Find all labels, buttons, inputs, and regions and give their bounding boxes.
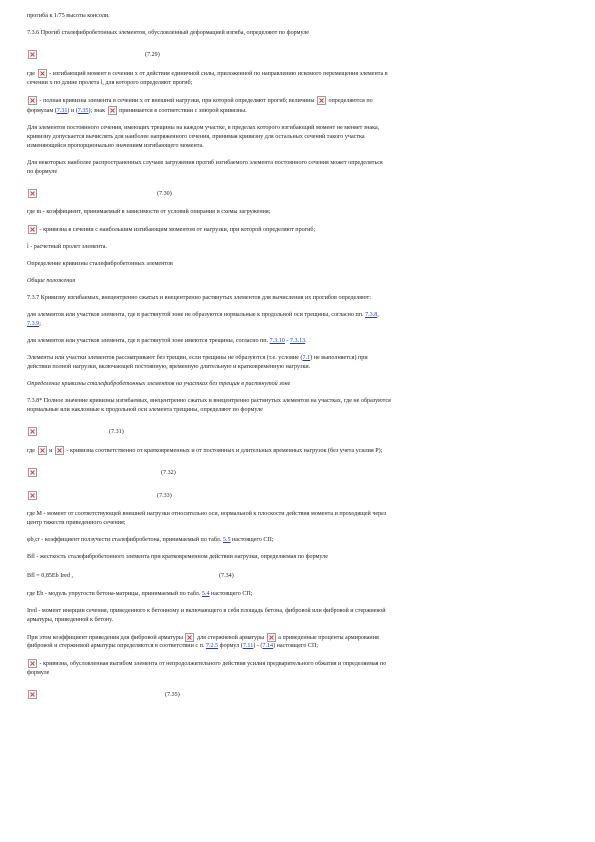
subsection-heading: Определение кривизны сталефибробетонных элементов на участках без трещин в растянутой зоне [27,380,291,387]
broken-image-icon [108,106,117,115]
definition-paragraph: - полная кривизна элемента в сечении x от внешней нагрузки, при которой определяют прогиб; величины определяются по формулам (7.31) и (7.35); знак принимается в соответствии с эпюрой кривизны. [27,97,373,114]
broken-image-icon [28,96,37,105]
document-page [27,12,572,701]
definition-paragraph: где Eb - модуль упругости бетона-матрицы, принимаемый по табл. 5.4 настоящего СП; [27,590,253,597]
formula-link-7-1[interactable]: 7.1 [302,354,311,361]
section-heading: Определение кривизны сталефибробетонных элементов [27,260,173,267]
paragraph: При этом коэффициент приведения для фибровой арматуры для стержневой арматуры а приведенные проценты армирования фибровой и стержневой арматуры определяются в соответствии с п. 7.2.5 формул (7.11) - (7.14) настоящего СП; [27,634,379,650]
equation-number: (7.29) [145,52,160,58]
broken-image-icon [28,690,37,699]
formula-7-32 [27,467,572,479]
formula-link-7-14[interactable]: 7.14 [262,643,274,650]
clause-link-7-3-8[interactable]: 7.3.8 [365,311,378,318]
definition-paragraph: - кривизна в сечении с наибольшим изгибающим моментом от нагрузки, при которой определяют прогиб; [27,225,572,235]
definition-paragraph: где - изгибающий момент в сечении x от действия единичной силы, приложенной по направлению искомого перемещения элемента в сечении x по длине пролета l, для которого определяют прогиб; [27,70,388,86]
formula-link-7-31[interactable]: 7.31 [56,107,68,114]
definition-paragraph: где и - кривизна соответственно от кратковременных и от постоянных и длительных временных нагрузок (без учета усилия P); [27,447,383,454]
definition-paragraph: где M - момент от соответствующей внешней нагрузки относительно оси, нормальной к плоскости действия момента и проходящей через центр тяжести приведенного сечения; [27,510,387,526]
equation-number: (7.31) [109,428,124,435]
broken-image-icon [267,633,276,642]
table-link-5-4[interactable]: 5.4 [201,590,210,597]
paragraph: Для некоторых наиболее распространенных случаев загружения прогиб изгибаемого элемента постоянного сечения может определяться по формуле [27,159,383,175]
equation-number: (7.32) [161,469,176,476]
clause-link-7-3-9[interactable]: 7.3.9 [27,320,40,327]
broken-image-icon [55,446,64,455]
broken-image-icon [28,189,37,198]
broken-image-icon [28,427,37,436]
paragraph-continuation: прогиба к 1/75 высоты консоли. [27,13,110,19]
definition-paragraph: φb,cr - коэффициент ползучести сталефибробетона, принимаемый по табл. 5.5 настоящего СП; [27,536,274,543]
formula-7-33 [27,490,572,502]
formula-7-35 [27,689,572,701]
table-link-5-5[interactable]: 5.5 [222,536,231,543]
formula-7-29 [27,49,572,61]
definition-paragraph: Bfl - жесткость сталефибробетонного элемента при кратковременном действии нагрузки, определяемая по формуле [27,553,328,560]
definition-paragraph: l - расчетный пролет элемента. [27,243,107,250]
broken-image-icon [317,96,326,105]
formula-7-30 [27,188,572,200]
equation-number: (7.35) [165,692,180,699]
formula-7-31 [27,426,572,438]
clause-7-3-7: 7.3.7 Кривизну изгибаемых, внецентренно сжатых и внецентренно растянутых элементов для вычисления их прогибов определяют: [27,294,371,301]
paragraph: Для элементов постоянного сечения, имеющих трещины на каждом участке, в пределах которого изгибающий момент не меняет знака, кривизну допускается вычислять для наиболее напряженного сечения, принимая кривизну для остальных сечений такого участка изменяющейся пропорционально значениям изгибающего момента. [27,124,380,149]
formula-7-34 [27,570,572,582]
clause-7-3-6: 7.3.6 Прогиб сталефибробетонных элементов, обусловленный деформацией изгиба, определяют по формуле [27,30,309,36]
broken-image-icon [28,468,37,477]
broken-image-icon [38,69,47,78]
paragraph: Элементы или участки элементов рассматривают без трещин, если трещины не образуются (т.е. условие (7.1) не выполняется) при действии полной нагрузки, включающей постоянную, временную длительную и кратковременную нагрузки. [27,354,368,370]
paragraph: для элементов или участков элемента, где в растянутой зоне не образуются нормальные к продольной оси трещины, согласно пп. 7.3.8, 7.3.9; [27,311,379,327]
clause-7-3-8: 7.3.8* Полное значение кривизны изгибаемых, внецентренно сжатых и внецентренно растянутых элементов на участках, где не образуются нормальные или наклонные к продольной оси элемента трещины, определяют по формуле [27,397,391,413]
clause-link-7-3-10[interactable]: 7.3.10 [269,337,285,344]
definition-paragraph: где m - коэффициент, принимаемый в зависимости от условий опирания и схемы загружения; [27,208,271,215]
broken-image-icon [38,446,47,455]
paragraph: для элементов или участков элемента, где в растянутой зоне имеются трещины, согласно пп. 7.3.10 - 7.3.13. [27,337,307,344]
formula-link-7-35[interactable]: 7.35 [77,107,89,114]
broken-image-icon [28,225,37,234]
subsection-heading: Общие положения [27,277,76,284]
clause-link-7-3-13[interactable]: 7.3.13 [289,337,306,344]
equation-number: (7.33) [157,492,172,499]
clause-link-7-2-5[interactable]: 7.2.5 [205,643,219,650]
definition-paragraph: Ired - момент инерции сечения, приведенного к бетонному и включающего в себя площадь бетона, фибровой или фибровой и стержневой арматуры, приведенной к бетону. [27,607,386,623]
equation-number: (7.34) [219,572,234,579]
definition-paragraph: - кривизна, обусловленная выгибом элемента от непродолжительного действия усилия предварительного обжатия и определяемая по формуле [27,661,387,677]
formula-link-7-11[interactable]: 7.11 [242,643,254,650]
broken-image-icon [28,659,37,668]
broken-image-icon [28,50,37,59]
formula-text: Bfl = 0,85Eb Ired , [27,572,74,579]
broken-image-icon [28,491,37,500]
broken-image-icon [185,633,194,642]
equation-number: (7.30) [157,190,172,197]
